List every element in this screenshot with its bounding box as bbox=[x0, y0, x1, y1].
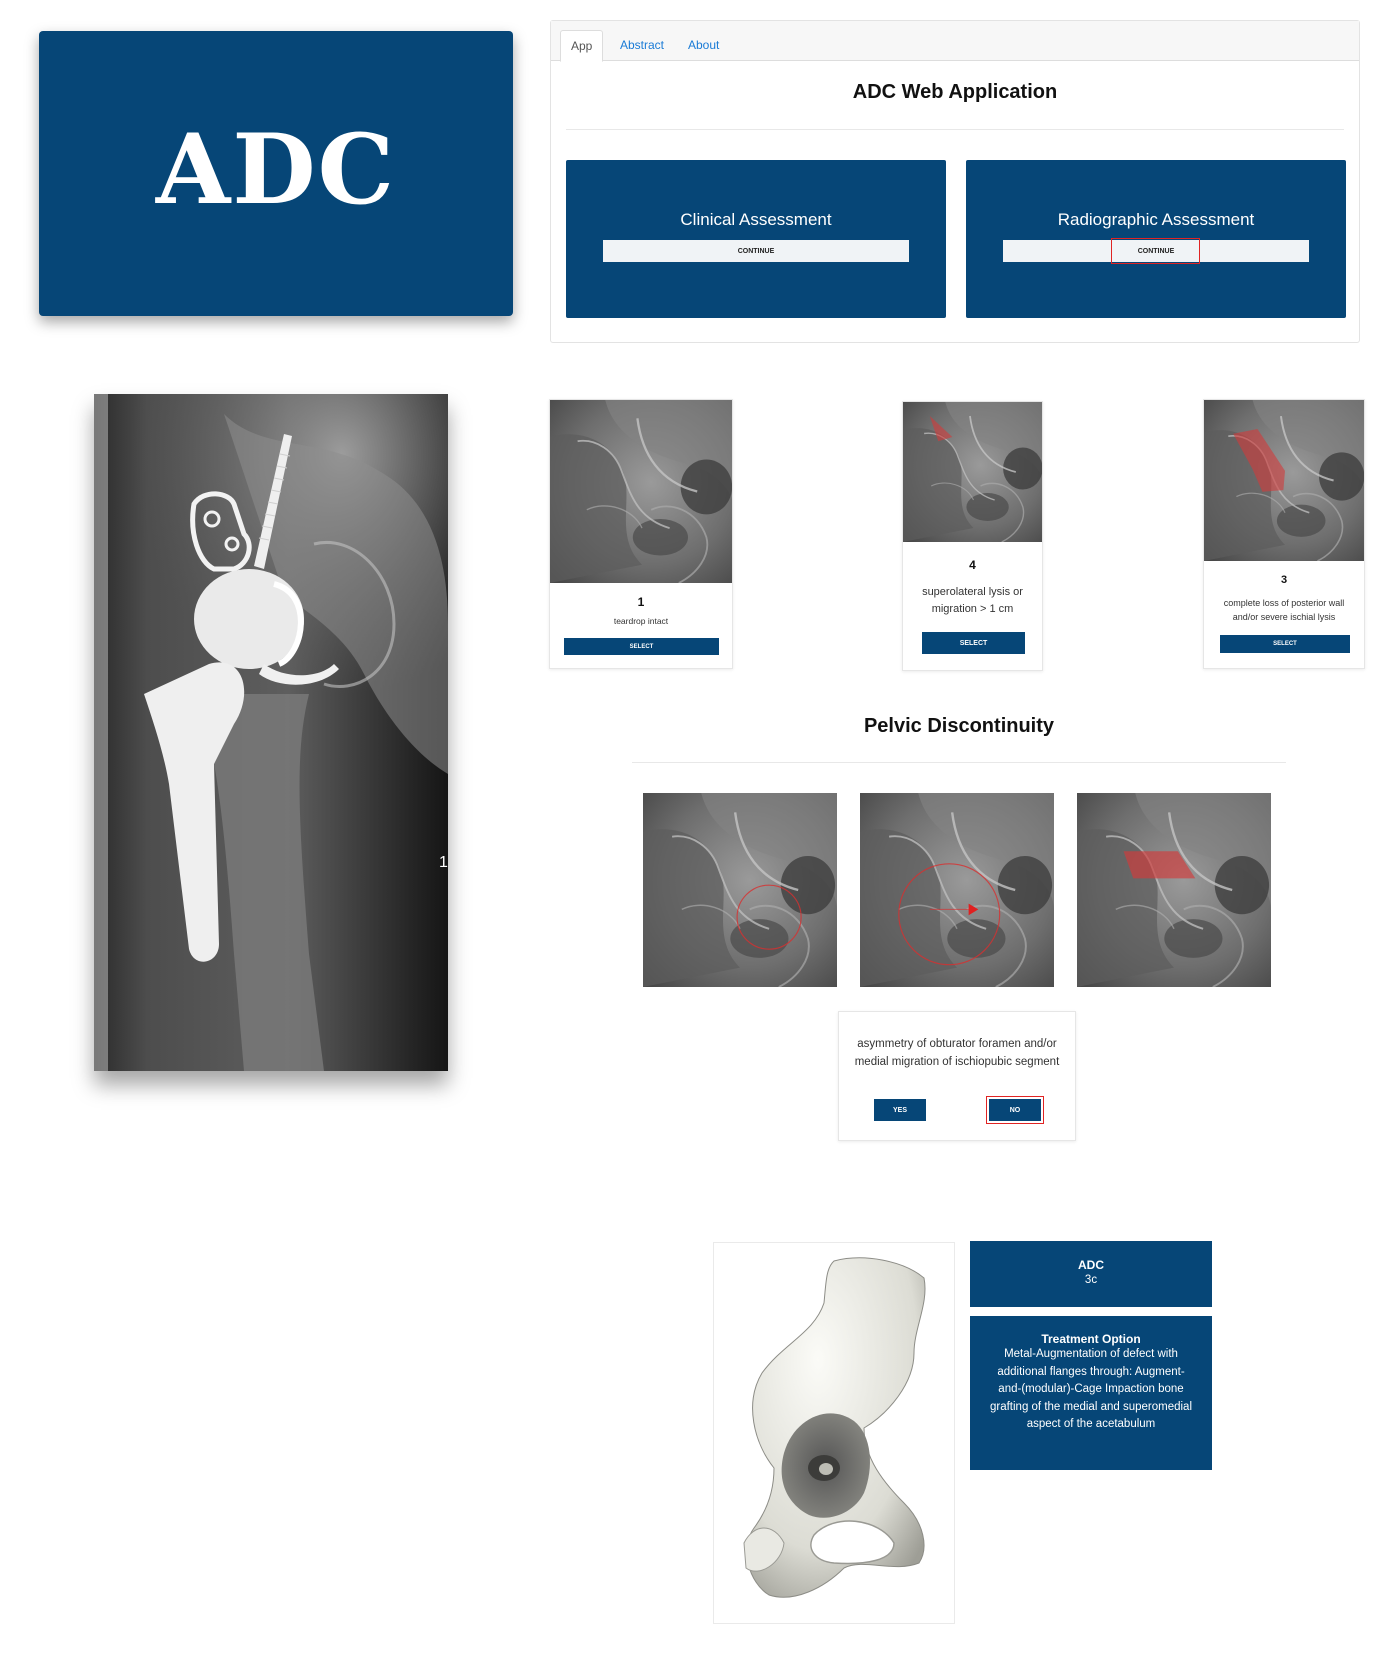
clinical-assessment-card bbox=[566, 160, 946, 318]
adc-result-box bbox=[970, 1241, 1212, 1307]
select-button[interactable]: SELECT bbox=[564, 638, 719, 655]
adc-result-value: 3c bbox=[1084, 1274, 1098, 1286]
class-description: teardrop intact bbox=[613, 616, 669, 626]
tab-app[interactable]: App bbox=[560, 30, 603, 62]
app-panel bbox=[550, 20, 1360, 343]
divider bbox=[632, 762, 1286, 763]
treatment-option-box bbox=[970, 1316, 1212, 1470]
class-description: complete loss of posterior wall and/or severe ischial lysis bbox=[1223, 598, 1345, 622]
clinical-continue-button[interactable]: CONTINUE bbox=[603, 240, 909, 262]
pelvis-xray-migration-circle bbox=[860, 793, 1054, 987]
tab-bar bbox=[551, 21, 1359, 61]
classification-card bbox=[549, 399, 733, 669]
pelvis-xray-band-overlay bbox=[1077, 793, 1271, 987]
treatment-option-text: Metal-Augmentation of defect with additional flanges through: Augment-and-(modular)-Cage Impaction bone grafting of the medial and superomedial aspect of the acetabulum bbox=[989, 1348, 1192, 1430]
radiographic-assessment-card bbox=[966, 160, 1346, 318]
class-description: superolateral lysis or migration > 1 cm bbox=[922, 586, 1023, 615]
no-button[interactable]: NO bbox=[989, 1099, 1041, 1121]
clinical-assessment-title: Clinical Assessment bbox=[680, 210, 832, 229]
class-number: 4 bbox=[969, 558, 976, 572]
radiographic-continue-button[interactable]: CONTINUE bbox=[1003, 240, 1309, 262]
select-button[interactable]: SELECT bbox=[922, 632, 1025, 654]
pelvis-xray-thumbnail bbox=[550, 400, 732, 583]
tab-about[interactable]: About bbox=[688, 38, 720, 52]
pelvic-question-card bbox=[838, 1011, 1076, 1141]
radiographic-assessment-title: Radiographic Assessment bbox=[1057, 210, 1255, 229]
divider bbox=[566, 129, 1344, 130]
yes-button[interactable]: YES bbox=[874, 1099, 926, 1121]
adc-logo-text: ADC bbox=[155, 113, 397, 226]
app-title: ADC Web Application bbox=[852, 81, 1058, 103]
treatment-option-title: Treatment Option bbox=[1041, 1332, 1141, 1346]
pelvis-xray-thumbnail bbox=[903, 402, 1042, 542]
highlight-box bbox=[986, 1096, 1044, 1124]
highlight-box bbox=[1111, 238, 1200, 264]
pelvis-xray-obturator-circle bbox=[643, 793, 837, 987]
classification-card bbox=[1203, 399, 1365, 669]
select-button[interactable]: SELECT bbox=[1220, 635, 1350, 653]
tab-abstract[interactable]: Abstract bbox=[620, 38, 665, 52]
pelvis-xray-thumbnail bbox=[1204, 400, 1364, 561]
pelvic-question-text: asymmetry of obturator foramen and/or medial migration of ischiopubic segment bbox=[854, 1038, 1060, 1068]
adc-result-title: ADC bbox=[1078, 1258, 1104, 1272]
xray-marker: 1 bbox=[439, 854, 448, 871]
classification-card bbox=[902, 401, 1043, 671]
class-number: 3 bbox=[1280, 574, 1288, 586]
hip-xray-image bbox=[94, 394, 448, 1071]
acetabulum-bone-illustration bbox=[713, 1242, 955, 1624]
adc-logo-card bbox=[39, 31, 513, 316]
section-title-pelvic-discontinuity: Pelvic Discontinuity bbox=[863, 715, 1055, 737]
class-number: 1 bbox=[637, 595, 645, 609]
